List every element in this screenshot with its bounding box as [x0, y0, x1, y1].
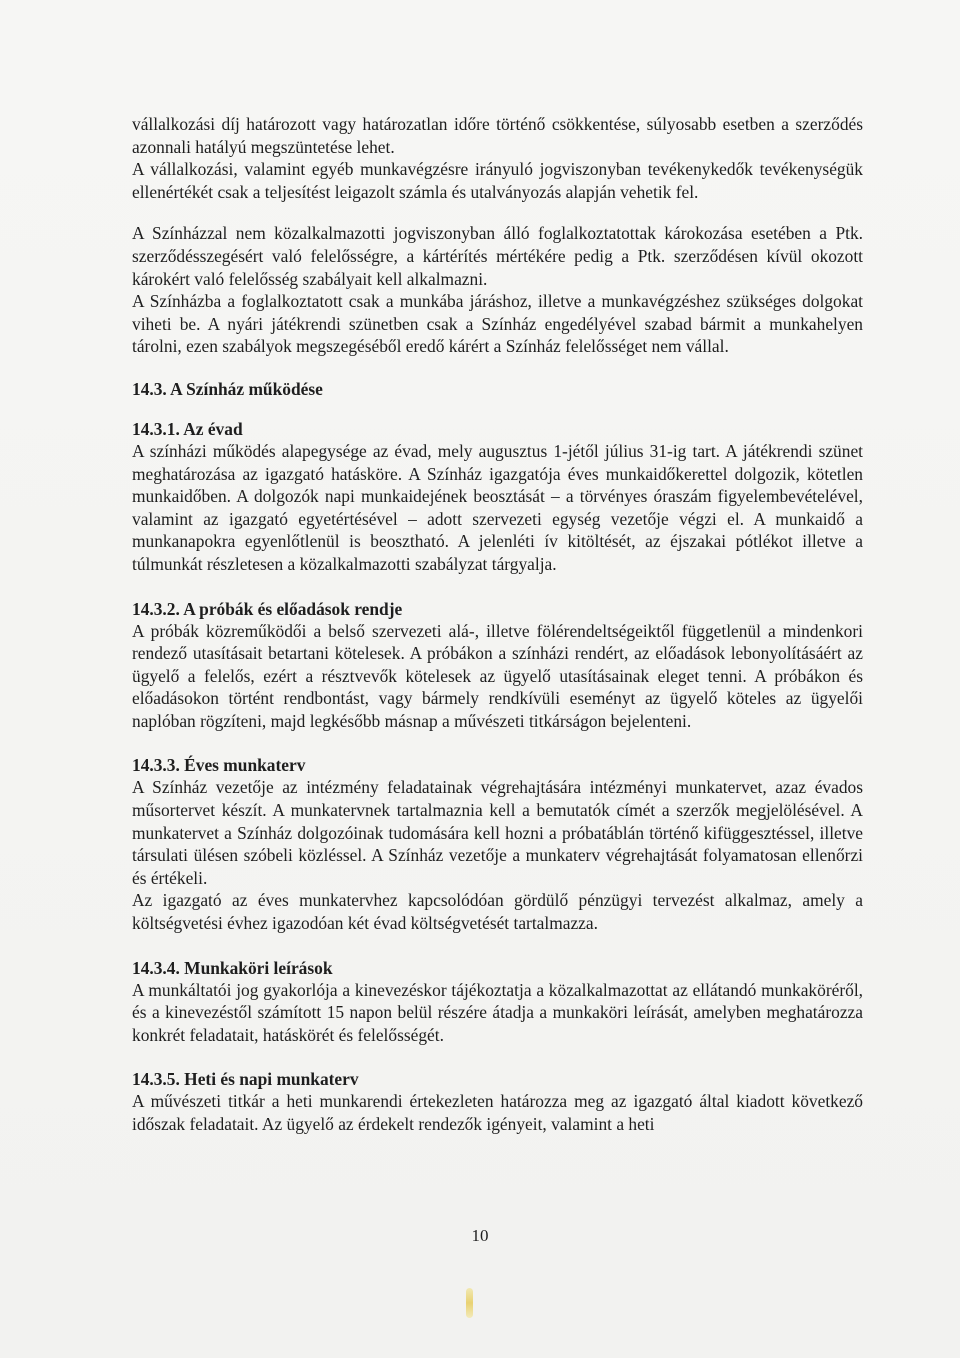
- subsection-title-rehearsals: 14.3.2. A próbák és előadások rendje: [132, 598, 403, 619]
- paragraph-annual-plan: A Színház vezetője az intézmény feladatainak végrehajtására intézményi munkatervet, azaz évados műsortervet készít. A munkatervnek tartalmaznia kell a bemutatók címét a szerzők megjelölésével. A munkatervet a Színház dolgozóinak tudomására kell hozni a próbatáblán történő kifüggesztéssel, illetve társulati ülésen szóbeli közléssel. A Színház vezetője a munkaterv végrehajtását folyamatosan ellenőrzi és értékeli.: [132, 777, 863, 888]
- paragraph-rehearsals: A próbák közreműködői a belső szervezeti alá-, illetve fölérendeltségeiktől függetlenül a mindenkori rendező utasításait betartani kötelesek. A próbákon a színházi rendért, az előadások lebonyolításáért az ügyelő a felelős, ezért a résztvevők kötelesek az ügyelő utasításainak eleget tenni. A próbákon és előadásokon történt rendbontást, vagy bármely rendkívüli eseményt az ügyelő köteles az ügyelői naplóban rögzíteni, majd legkésőbb másnap a művészeti titkárságon bejelenteni.: [132, 620, 863, 731]
- page-content: [132, 113, 863, 1136]
- section-title: 14.3. A Színház működése: [132, 378, 323, 399]
- subsection-title-season: 14.3.1. Az évad: [132, 418, 243, 439]
- paragraph-belongings: A Színházba a foglalkoztatott csak a munkába járáshoz, illetve a munkavégzéshez szükséges dolgokat viheti be. A nyári játékrendi szünetben csak a Színház engedélyével szabad bármit a munkahelyen tárolni, ezen szabályok megszegéséből eredő kárért a Színház felelősséget nem vállal.: [132, 291, 863, 357]
- scan-mark: [466, 1288, 473, 1318]
- paragraph-payment: A vállalkozási, valamint egyéb munkavégzésre irányuló jogviszonyban tevékenykedők tevékenységük ellenértékét csak a teljesítést leigazolt számla és utalványozás alapján vehetik fel.: [132, 159, 863, 202]
- subsection-title-weekly-plan: 14.3.5. Heti és napi munkaterv: [132, 1069, 359, 1090]
- paragraph-job-descriptions: A munkáltatói jog gyakorlója a kinevezéskor tájékoztatja a közalkalmazottat az ellátandó munkaköréről, és a kinevezéstől számított 15 napon belül részére átadja a munkaköri leírását, amelyben meghatározza konkrét feladatait, hatáskörét és felelősségét.: [132, 979, 863, 1045]
- page-number: 10: [471, 1226, 489, 1245]
- paragraph-contract-fee: vállalkozási díj határozott vagy határozatlan időre történő csökkentése, súlyosabb esetben a szerződés azonnali hatályú megszüntetése lehet.: [132, 114, 863, 157]
- paragraph-budget-plan: Az igazgató az éves munkatervhez kapcsolódóan gördülő pénzügyi tervezést alkalmaz, amely a költségvetési évhez igazodóan két évad költségvetését tartalmazza.: [132, 890, 863, 934]
- subsection-title-annual-plan: 14.3.3. Éves munkaterv: [132, 755, 306, 776]
- paragraph-weekly-plan: A művészeti titkár a heti munkarendi értekezleten határozza meg az igazgató által kiadott következő időszak feladatait. Az ügyelő az érdekelt rendezők igényeit, valamint a heti: [132, 1091, 863, 1134]
- paragraph-season: A színházi működés alapegysége az évad, mely augusztus 1-jétől július 31-ig tart. A játékrendi szünet meghatározása az igazgató hatásköre. A Színház igazgatója éves munkaidőkerettel dolgozik, kötetlen munkaidőben. A dolgozók napi munkaidejének beosztását – a törvényes óraszám figyelembevételével, valamint az igazgató egyetértésével – adott szervezeti egység vezetője végzi el. A munkaidő a munkanapokra egyenlőtlenül is beosztható. A jelenléti ív kitöltését, az éjszakai pótlékot illetve a túlmunkát részletesen a közalkalmazotti szabályzat tárgyalja.: [132, 440, 863, 574]
- subsection-title-job-descriptions: 14.3.4. Munkaköri leírások: [132, 957, 333, 978]
- paragraph-damage-liability: A Színházzal nem közalkalmazotti jogviszonyban álló foglalkoztatottak károkozása esetében a Ptk. szerződésszegésért való felelősségre, a kártérítés mértékére pedig a Ptk. szerződésen kívül okozott károkért való felelősség szabályait kell alkalmazni.: [132, 223, 863, 289]
